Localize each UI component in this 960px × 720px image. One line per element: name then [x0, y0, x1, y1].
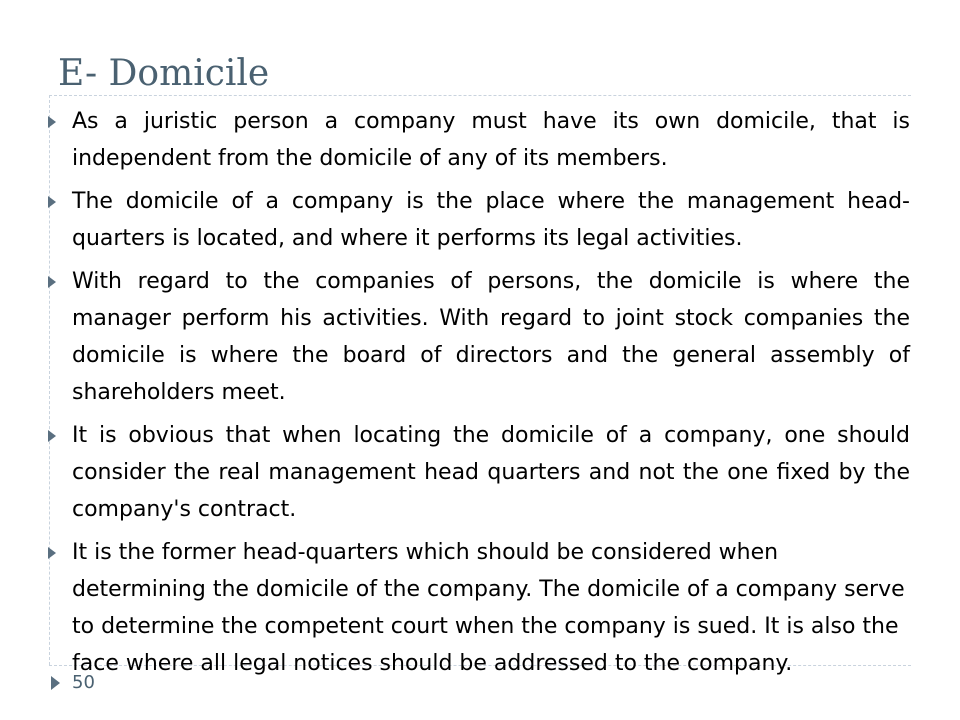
bullet-item: [72, 534, 910, 682]
slide-number: 50: [72, 672, 95, 693]
triangle-bullet-icon: [48, 547, 56, 559]
bullet-item: [72, 417, 910, 528]
bullet-item: [72, 183, 910, 257]
bullet-list: [72, 103, 910, 688]
bullet-text: As a juristic person a company must have its own domicile, that is independent from the domicile of any of its members.: [72, 109, 910, 171]
triangle-bullet-icon: [48, 276, 56, 288]
bullet-text: With regard to the companies of persons, the domicile is where the manager perform his activities. With regard to joint stock companies the domicile is where the board of directors and the general assembly of shareholders meet.: [72, 269, 910, 405]
bullet-item: [72, 263, 910, 411]
triangle-bullet-icon: [48, 196, 56, 208]
slide-title: E- Domicile: [58, 53, 270, 94]
bullet-text: The domicile of a company is the place where the management head-quarters is located, and where it performs its legal activities.: [72, 189, 910, 251]
guide-line-left: [49, 95, 50, 665]
triangle-bullet-icon: [48, 430, 56, 442]
triangle-bullet-icon: [48, 116, 56, 128]
bullet-item: [72, 103, 910, 177]
footer-triangle-icon: [51, 676, 60, 690]
bullet-text: It is the former head-quarters which should be considered when determining the domicile of the company. The domicile of a company serve to determine the competent court when the company is sued. It is also the face where all legal notices should be addressed to the company.: [72, 540, 905, 676]
bullet-text: It is obvious that when locating the domicile of a company, one should consider the real management head quarters and not the one fixed by the company's contract.: [72, 423, 910, 522]
